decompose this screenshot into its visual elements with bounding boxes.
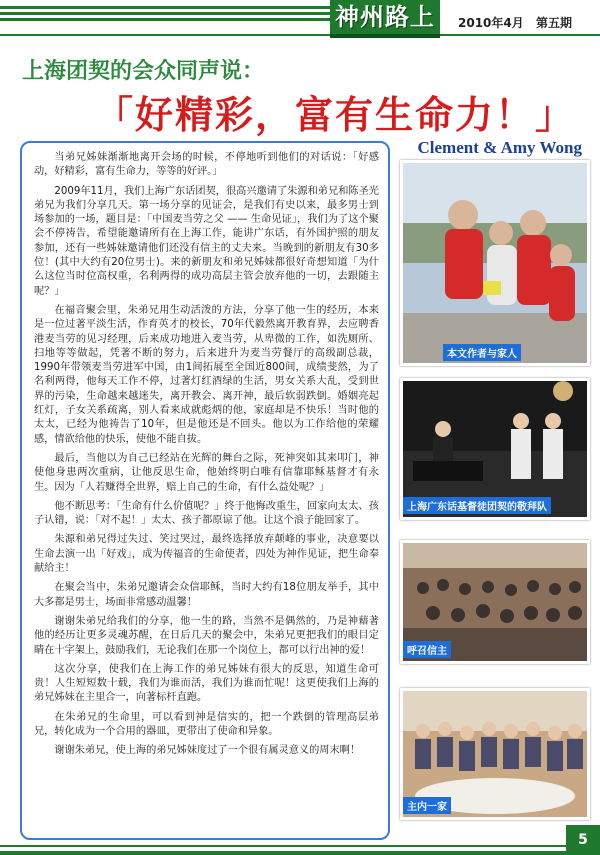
magazine-title: 神州路上 [330,0,440,38]
article-paragraph: 谢谢朱弟兄，使上海的弟兄姊妹度过了一个很有属灵意义的周末啊！ [54,745,361,757]
issue-number: 第五期 [535,16,572,30]
worship-team-photo [400,378,590,520]
article-paragraph: 这次分享，使我们在上海工作的弟兄姊妹有很大的反思，知道生命可贵！人生短短数十载，我们为谁而活，我们为谁而忙呢！这更使我们上海的弟兄姊妹在主里合一，向著标杆直跑。 [34,663,379,704]
article-paragraph: 2009年11月，我们上海广东话团契，很高兴邀请了朱源和弟兄和陈圣光弟兄为我们分享几天。第一场分享的见证会，是我们有史以来，最多男士到场参加的一场，题目是：「中国麦当劳之父 —— 生命见证」，我们为了这个聚会不停祷告，希望能邀请所有在上海工作，能讲广东话，有外国护照的朋友参加，还有一些姊妹邀请他们还没有信主的丈夫来。当晚到的新朋友有30多位！(其中大约有20位男士)。来的新朋友和弟兄姊妹都很好奇想知道「为什么这位当时位高权重，名利两得的成功高层主管会放弃他的一切，去跟随主呢？」 [34,185,379,297]
issue-date: 2010年4月 [458,16,524,30]
article-paragraph: 他不断思考：「生命有什么价值呢？」终于他悔改重生，回家向太太、孩子认错，说：「对不起！」太太、孩子都原谅了他。让这个浪子能回家了。 [34,500,379,527]
masthead [0,0,600,40]
article-paragraph: 谢谢朱弟兄给我们的分享，他一生的路，当然不是偶然的，乃是神藉著他的经历让更多灵魂苏醒，在日后几天的聚会中，朱弟兄更把我们的眼目定睛在十字架上，鼓励我们，无论我们在那一个岗位上，都可以行出神的爱！ [34,615,379,656]
family-photo [400,160,590,366]
group-photo-caption: 主内一家 [403,797,451,814]
intro-line: 上海团契的会众同声说： [22,59,265,84]
altar-call-photo [400,540,590,664]
article-box [20,141,390,840]
article-paragraph: 最后，当他以为自己已经站在光辉的舞台之际，死神突如其来叩门，神使他身患两次重病，让他反思生命，他始终明白唯有信靠耶稣基督才有永生。因为「人若赚得全世界，赔上自己的生命，有什么益处呢？」 [34,452,379,493]
header-stripe [0,12,330,15]
header-rule [0,34,600,36]
family-photo-image [403,163,587,363]
authors: Clement & Amy Wong [417,138,582,157]
article-paragraph: 在朱弟兄的生命里，可以看到神是信实的，把一个跌倒的管理高层弟兄，转化成为一个合用的器皿，更带出了使命和异象。 [34,711,379,737]
article-paragraph: 在聚会当中，朱弟兄邀请会众信耶稣，当时大约有18位朋友举手，其中大多都是男士，场面非常感动温馨！ [34,582,379,608]
group-photo [400,688,590,820]
article-paragraph: 在福音聚会里，朱弟兄用生动活泼的方法，分享了他一生的经历，本来是一位过著平淡生活，作育英才的校长，70年代毅然离开教育界，去应聘香港麦当劳的见习经理，后来成功地进入麦当劳，从卑微的工作，如洗厕所、扫地等等做起，凭著不断的努力，后来进升为麦当劳餐厅的高级副总裁，1990年带领麦当劳进军中国，由1间拓展至全国近800间，成绩斐然，为了名利两得，他每天工作不停，过著灯红酒绿的生活，男女关系大乱，受到世界的污染，生命越来越迷失，离开教会、离开神，最后软弱跌倒。婚姻亮起红灯，子女关系疏离，别人看来成就彪炳的他，家庭却是不快乐！当时他的太太，已经为他祷告了10年，但是他还是不回头。他以为工作给他的荣耀感，情欲给他的快乐，使他不能自拔。 [34,304,379,445]
header-stripe [0,18,330,21]
worship-team-caption: 上海广东话基督徒团契的敬拜队 [403,497,551,514]
article-paragraph: 朱源和弟兄得过失过、笑过哭过，最终选择放弃颠峰的事业，决意要以生命去演一出「好戏」，成为传福音的生命使者，四处为神作见证，把生命奉献给主！ [34,534,379,575]
page-number: 5 [566,825,600,855]
header-stripe [0,6,330,9]
footer-rule [0,845,566,847]
article-paragraph: 当弟兄姊妹渐渐地离开会场的时候，不停地听到他们的对话说：「好感动，好精彩，富有生命力，等等的好评。」 [34,152,379,178]
altar-call-caption: 呼召信主 [403,641,451,658]
footer-rule [0,851,566,855]
headline: 「好精彩，富有生命力！」 [95,92,576,137]
issue-info [450,14,572,31]
family-photo-caption: 本文作者与家人 [443,344,521,361]
